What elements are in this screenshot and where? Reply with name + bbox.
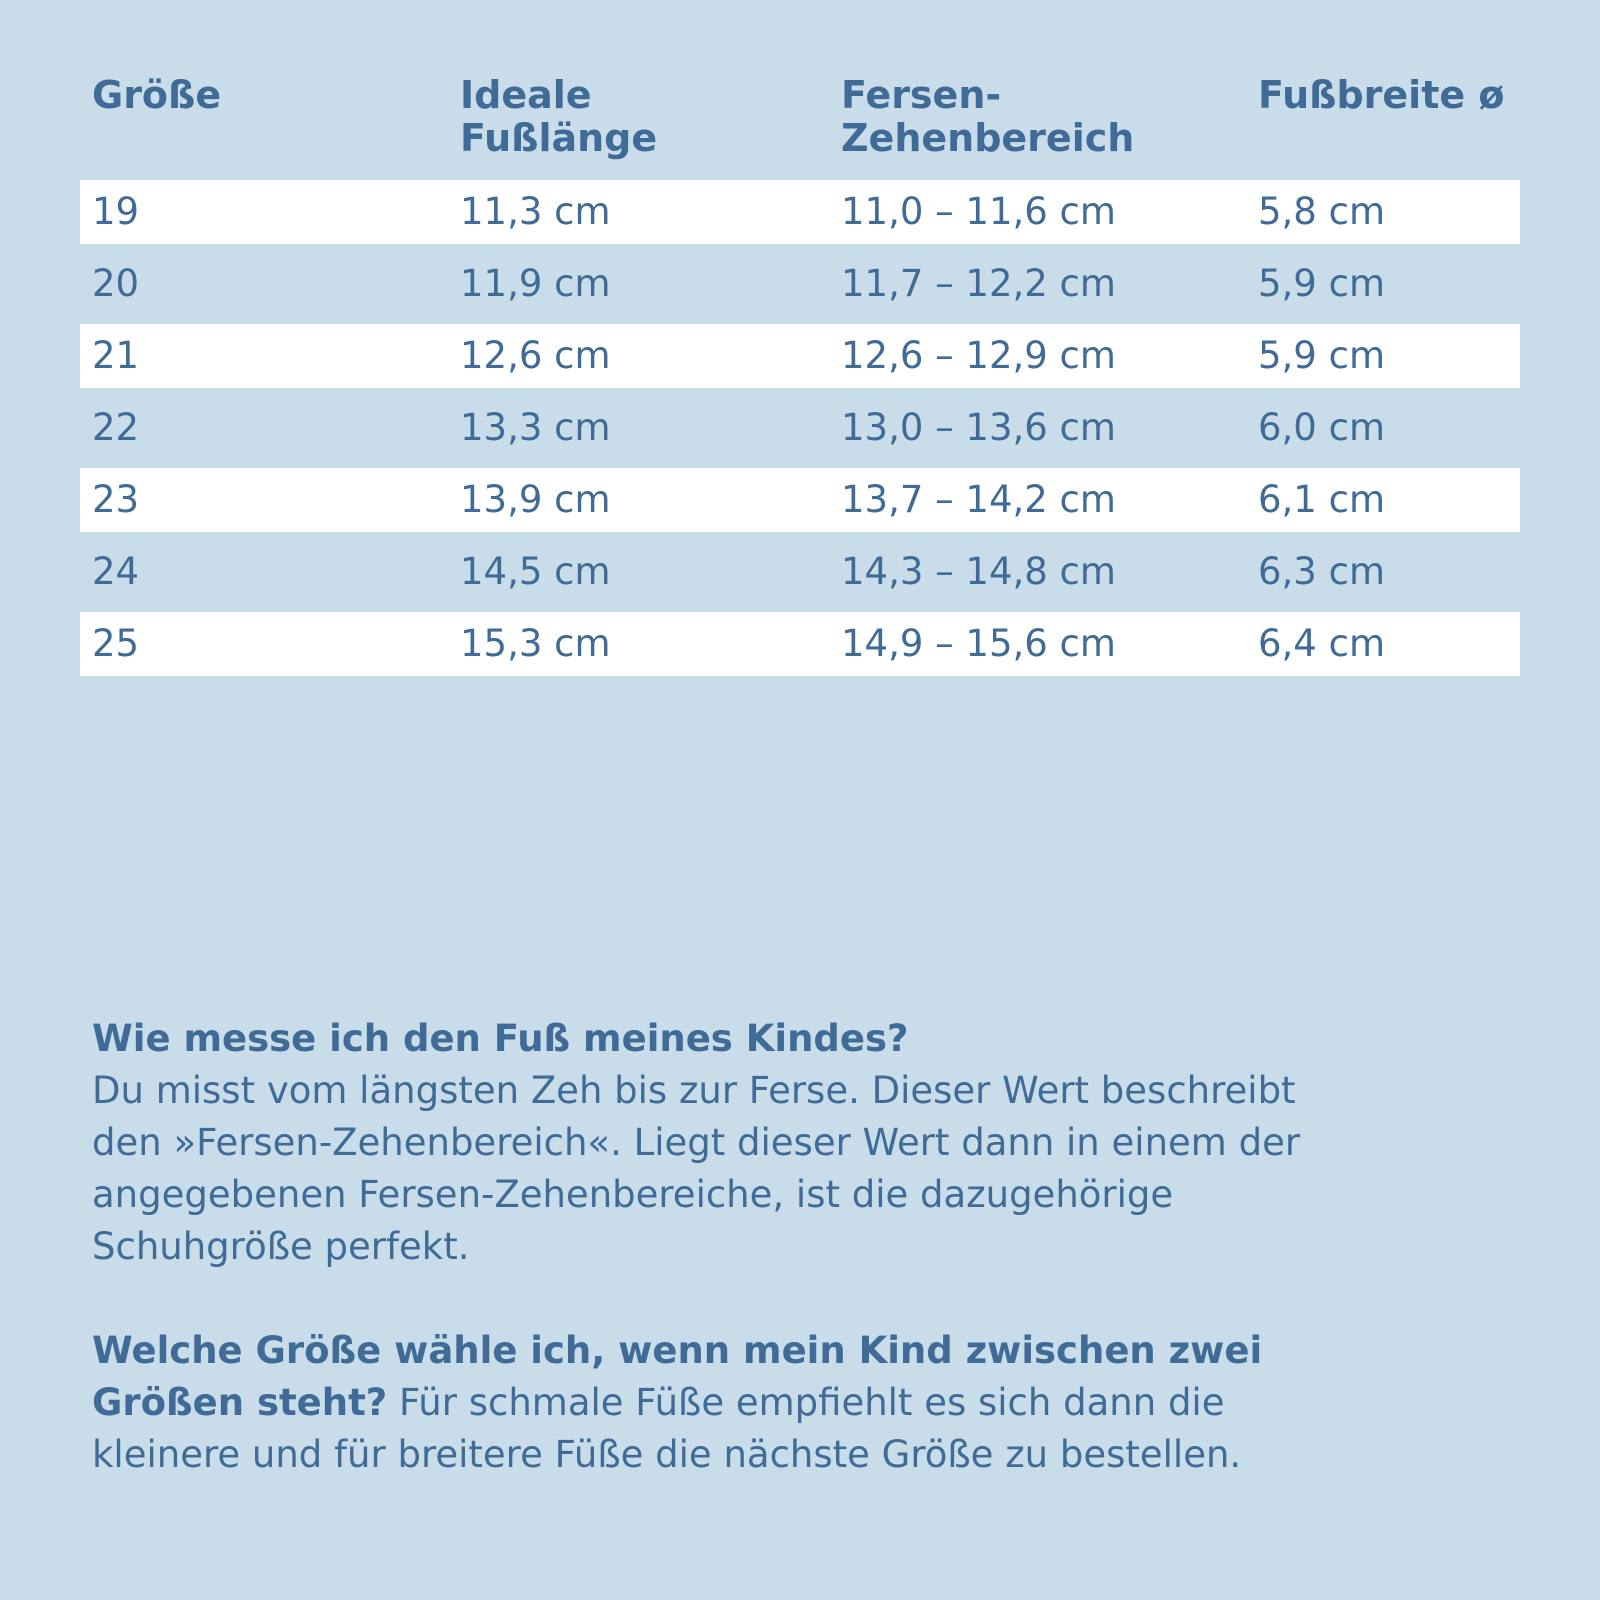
cell-foot-width: 6,4 cm <box>1258 622 1385 665</box>
table-row <box>80 468 1520 532</box>
faq-question: Welche Größe wähle ich, wenn mein Kind zwischen zwei Größen steht? <box>92 1329 1263 1424</box>
faq-answer: Du misst vom längsten Zeh bis zur Ferse. Dieser Wert beschreibt den »Fersen-Zehenbereich«. Liegt dieser Wert dann in einem der angegebenen Fersen-Zehenbereiche, ist die dazugehörige Schuhgröße perfekt. <box>92 1069 1301 1268</box>
faq-item <box>92 1013 1332 1273</box>
cell-foot-width: 5,8 cm <box>1258 190 1385 233</box>
cell-foot-width: 5,9 cm <box>1258 334 1385 377</box>
cell-foot-length: 12,6 cm <box>460 334 611 377</box>
header-size: Größe <box>92 73 222 117</box>
faq-question: Wie messe ich den Fuß meines Kindes? <box>92 1017 909 1060</box>
cell-size: 20 <box>92 262 140 305</box>
table-row <box>80 540 1520 604</box>
cell-foot-length: 14,5 cm <box>460 550 611 593</box>
cell-foot-length: 15,3 cm <box>460 622 611 665</box>
cell-heel-toe-range: 11,7 – 12,2 cm <box>841 262 1116 305</box>
faq-item <box>92 1325 1332 1481</box>
cell-heel-toe-range: 14,3 – 14,8 cm <box>841 550 1116 593</box>
faq-section <box>92 1013 1332 1533</box>
table-row <box>80 252 1520 316</box>
cell-size: 22 <box>92 406 140 449</box>
cell-size: 23 <box>92 478 140 521</box>
cell-heel-toe-range: 13,0 – 13,6 cm <box>841 406 1116 449</box>
table-row <box>80 612 1520 676</box>
cell-size: 19 <box>92 190 140 233</box>
cell-size: 21 <box>92 334 140 377</box>
cell-foot-length: 13,9 cm <box>460 478 611 521</box>
cell-foot-width: 5,9 cm <box>1258 262 1385 305</box>
header-foot-width: Fußbreite ø <box>1258 73 1505 117</box>
table-header <box>80 70 1520 180</box>
header-foot-length: Ideale Fußlänge <box>460 73 658 160</box>
cell-heel-toe-range: 12,6 – 12,9 cm <box>841 334 1116 377</box>
cell-foot-length: 13,3 cm <box>460 406 611 449</box>
table-row <box>80 180 1520 244</box>
faq-answer: Für schmale Füße empfiehlt es sich dann die kleinere und für breitere Füße die nächste Größe zu bestellen. <box>92 1381 1242 1476</box>
cell-foot-length: 11,3 cm <box>460 190 611 233</box>
cell-heel-toe-range: 13,7 – 14,2 cm <box>841 478 1116 521</box>
size-table <box>80 70 1520 684</box>
cell-foot-width: 6,1 cm <box>1258 478 1385 521</box>
cell-size: 25 <box>92 622 140 665</box>
cell-size: 24 <box>92 550 140 593</box>
header-heel-toe-range: Fersen- Zehenbereich <box>841 73 1135 160</box>
cell-foot-width: 6,3 cm <box>1258 550 1385 593</box>
table-row <box>80 324 1520 388</box>
cell-foot-width: 6,0 cm <box>1258 406 1385 449</box>
cell-heel-toe-range: 11,0 – 11,6 cm <box>841 190 1116 233</box>
cell-foot-length: 11,9 cm <box>460 262 611 305</box>
table-row <box>80 396 1520 460</box>
cell-heel-toe-range: 14,9 – 15,6 cm <box>841 622 1116 665</box>
